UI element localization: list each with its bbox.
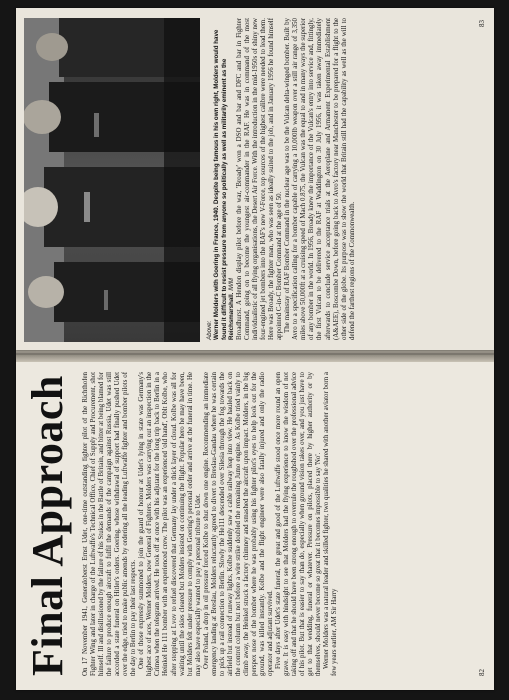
left-page: [16, 358, 494, 690]
caption-text: Werner Molders with Goering in France, 1940. Despite being famous in his own right, Molders would have found it difficult to resist pressure from anyone so politically as well as militarily eminent as the Reichsmarshall.: [213, 29, 236, 340]
paragraph: On 17 November 1941, Generaloberst Ernst Udet, one-time outstanding fighter pilot of the Richthofen Fighter Wing and later in charge of the Luftwaffe's Technical Office, Chief of Supply and Procurement, shot himself. Ill and disillusioned by the failure of his Stukas in the Battle of Britain, and bitter at being blamed for the failure to produce enough aircraft to fulfil the demands of the campaign against Russia, Udet was still accorded a state funeral on Hitler's orders. Goering, whose withdrawal of support had finally pushed Udet over the edge, tried to make public amends by ordering all the leading Luftwaffe fighter and bomber pilots of the day to Berlin to pay their last respects.: [82, 372, 138, 676]
right-page-text: [236, 18, 476, 340]
left-page-text: [82, 372, 474, 676]
page-number-right: 83: [478, 20, 486, 27]
chapter-title: Final Approach: [23, 375, 72, 676]
paragraph: The mainstay of RAF Bomber Command in the nuclear age was to be the Vulcan delta-winged bomber. Built by Avro to a specification calling for a bomber capable of carrying a 10,000lb weapon over a still air range of 3,350 miles above 50,000ft at a cruising speed of Mach 0.875, the Vulcan was the equal to and in many ways the superior of any bomber in the world. In 1956, Broady knew the importance of the Vulcan's entry into service and, fittingly, the first Vulcan to be delivered to the RAF at Waddington on 30 July 1956, it was taken away immediately afterwards to conclude service acceptance trials at the Aeroplane and Armament Experimental Establishment (A&AEE), Boscombe Down, before going back to Avro's factory near Manchester to be prepared for a flight to the other side of the globe. Its purpose was to show the world that Britain still had the capability as well as the will to defend the farthest regions of the Commonwealth.: [284, 18, 356, 340]
paragraph: One of those expressly summoned to join the guard of honour at Udet's lying in state was Germany's highest ace of aces, Werner Molders, now General of Fighters. Molders was carrying out an inspection in the Crimea when the telegram arrived. He took off at once with his adjutant for the long trip back to Berlin in a Heinkel He 111 bomber with an experienced crew. The pilot was an experienced 'old hand', Oblt Kolbe, who after stopping at Lvov to refuel discovered that Germany lay under a thick layer of cloud. Kolbe was all for waiting until the skies cleared but Molders insisted on continuing the flight. Popular hero he may have been, but Molders felt under pressure to comply with Goering's personal order and arrive at the funeral in time. He may also have especially wanted to pay a personal tribute to Udet.: [138, 372, 202, 676]
paragraph: Five days after Udet's state funeral, the great and good of the Luftwaffe stood once more round an open grave. It is easy with hindsight to see that Molders had the flying experience to know the wisdom of not taking off and that he should have been strong enough to overrule the roughshod over the professional advice of his pilot. But that is easier to say than do, especially when ground vision takes over, and you just have to get to that wedding, funeral or whatever. Pressure on pilots, placed there by higher authority or by themselves, should never become so great that it becomes impossible to say 'No'.: [275, 372, 323, 676]
paragraph: Broadhurst. A Hendon display pilot before the war, 'Broady' won a DSO and bar and DFC and bar in Fighter Command, going on to become the youngest air-commander in the RAF. He was in command of the most individualistic of all flying organisations, the Desert Air Force. With the introduction in the mid-1950s of shiny new four-engined jet bombers into the RAF's new V-Force, top sources of the highest calibre were needed to lead them. Here was Broady, the fighter man, who was seen as ideally suited to the job, and in January 1956 he found himself appointed C-in-C Bomber Command at the age of 50.: [236, 18, 284, 340]
photo-illustration: [24, 18, 200, 342]
paragraph: Over Poland, a drop in oil pressure forced Kolbe to shut down one engine. Recommending an immediate emergency landing at Breslau, Molders reluctantly agreed to divert to Breslau-Gandau where he was certain to pick up a rail connection to Berlin. Slowly the He111 descended over Silesia through the fog towards the airfield but instead of runway lights, Kolbe suddenly saw a cable railway leap into view. He hauled back on the control column but not before a wire strike doubled the remaining Jumo engine. As Kolbe tried vainly to climb away, the Heinkel struck a factory chimney and smashed the aircraft upon impact. Molders, in the big perspex nose of the bomber where he was probably using his fighter pilot's eyes to help look out for the ground, was killed instantly. Kolbe and the flight engineer were also fatally injured and only the radio operator and adjutant survived.: [202, 372, 275, 676]
right-page: [16, 8, 494, 350]
historical-photo: [24, 18, 200, 342]
photo-caption: [206, 20, 236, 340]
caption-credit: IWM: [228, 278, 236, 291]
page-number-left: 82: [478, 669, 486, 676]
paragraph: Werner Molders was a natural leader and skilled fighter, two qualities he shared with another aviator born a few years earlier, AM Sir Harry: [323, 372, 339, 676]
caption-label: Above:: [206, 320, 213, 340]
